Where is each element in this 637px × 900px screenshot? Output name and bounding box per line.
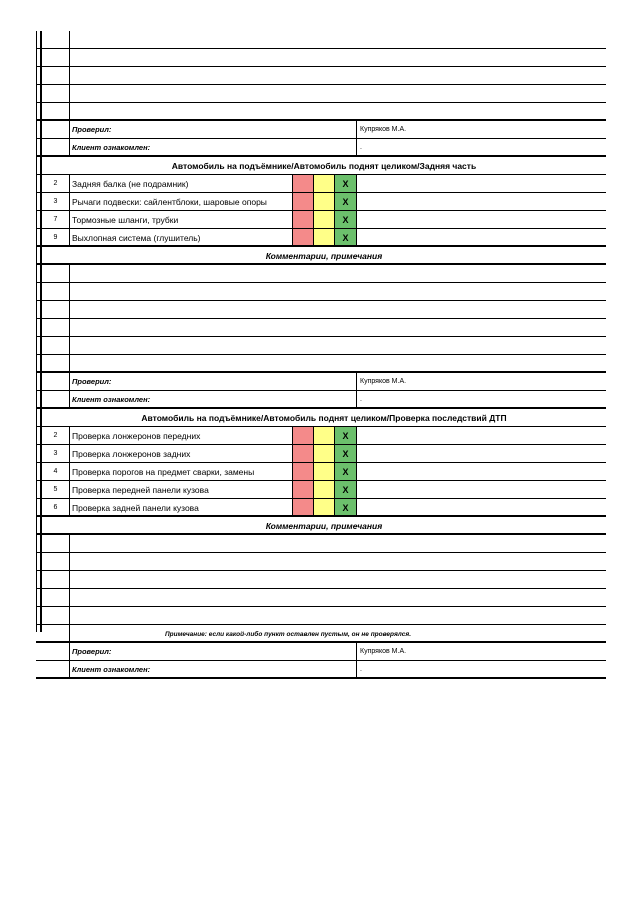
status-red-cell[interactable] xyxy=(293,211,314,228)
client-acknowledged-value: . xyxy=(360,666,362,673)
item-number: 6 xyxy=(42,499,70,515)
checked-by-value: Купряков М.А. xyxy=(360,126,407,133)
status-yellow-cell[interactable] xyxy=(314,463,335,480)
checklist-row xyxy=(36,463,606,481)
client-acknowledged-value: . xyxy=(360,144,362,151)
checked-by-row xyxy=(36,121,606,139)
blank-row xyxy=(36,49,606,67)
comment-row[interactable] xyxy=(36,301,606,319)
blank-row xyxy=(36,85,606,103)
comment-row[interactable] xyxy=(36,553,606,571)
inspection-sheet xyxy=(36,31,606,679)
checklist-row xyxy=(36,229,606,247)
status-green-cell[interactable]: X xyxy=(335,211,357,228)
item-notes-cell[interactable] xyxy=(357,481,606,498)
status-red-cell[interactable] xyxy=(293,175,314,192)
comment-row[interactable] xyxy=(36,319,606,337)
status-yellow-cell[interactable] xyxy=(314,427,335,444)
blank-row xyxy=(36,103,606,121)
checked-by-value: Купряков М.А. xyxy=(360,378,407,385)
status-yellow-cell[interactable] xyxy=(314,175,335,192)
checklist-row xyxy=(36,427,606,445)
status-yellow-cell[interactable] xyxy=(314,229,335,245)
client-acknowledged-row xyxy=(36,391,606,409)
status-green-cell[interactable]: X xyxy=(335,445,357,462)
status-red-cell[interactable] xyxy=(293,229,314,245)
section-title: Автомобиль на подъёмнике/Автомобиль поднят целиком/Проверка последствий ДТП xyxy=(141,413,507,423)
blank-row xyxy=(36,31,606,49)
status-green-cell[interactable]: X xyxy=(335,427,357,444)
checklist-row xyxy=(36,499,606,517)
item-notes-cell[interactable] xyxy=(357,445,606,462)
client-acknowledged-value: . xyxy=(360,396,362,403)
status-yellow-cell[interactable] xyxy=(314,211,335,228)
item-text: Выхлопная система (глушитель) xyxy=(70,229,293,245)
status-yellow-cell[interactable] xyxy=(314,499,335,515)
item-text: Задняя балка (не подрамник) xyxy=(70,175,293,192)
section-title-row xyxy=(36,157,606,175)
checklist-row xyxy=(36,193,606,211)
item-notes-cell[interactable] xyxy=(357,193,606,210)
comment-row[interactable] xyxy=(36,571,606,589)
comment-row[interactable] xyxy=(36,337,606,355)
checked-by-row xyxy=(36,373,606,391)
item-text: Проверка лонжеронов задних xyxy=(70,445,293,462)
status-green-cell[interactable]: X xyxy=(335,499,357,515)
status-green-cell[interactable]: X xyxy=(335,175,357,192)
checked-by-row xyxy=(36,643,606,661)
item-text: Проверка лонжеронов передних xyxy=(70,427,293,444)
status-red-cell[interactable] xyxy=(293,445,314,462)
checklist-row xyxy=(36,211,606,229)
status-red-cell[interactable] xyxy=(293,193,314,210)
item-notes-cell[interactable] xyxy=(357,229,606,245)
item-text: Проверка порогов на предмет сварки, замены xyxy=(70,463,293,480)
comments-title-row xyxy=(36,247,606,265)
checklist-row xyxy=(36,481,606,499)
comment-row[interactable] xyxy=(36,607,606,625)
checked-by-label: Проверил: xyxy=(70,643,357,660)
status-green-cell[interactable]: X xyxy=(335,193,357,210)
comment-row[interactable] xyxy=(36,355,606,373)
status-green-cell[interactable]: X xyxy=(335,463,357,480)
item-number: 2 xyxy=(42,175,70,192)
checked-by-label: Проверил: xyxy=(70,373,357,390)
client-acknowledged-label: Клиент ознакомлен: xyxy=(70,139,357,155)
status-yellow-cell[interactable] xyxy=(314,445,335,462)
item-text: Рычаги подвески: сайлентблоки, шаровые опоры xyxy=(70,193,293,210)
item-number: 3 xyxy=(42,193,70,210)
item-notes-cell[interactable] xyxy=(357,499,606,515)
item-number: 5 xyxy=(42,481,70,498)
section-title-row xyxy=(36,409,606,427)
item-notes-cell[interactable] xyxy=(357,175,606,192)
item-number: 9 xyxy=(42,229,70,245)
status-red-cell[interactable] xyxy=(293,427,314,444)
checklist-row xyxy=(36,445,606,463)
section-title: Автомобиль на подъёмнике/Автомобиль поднят целиком/Задняя часть xyxy=(171,161,477,171)
status-yellow-cell[interactable] xyxy=(314,193,335,210)
status-yellow-cell[interactable] xyxy=(314,481,335,498)
item-number: 3 xyxy=(42,445,70,462)
checked-by-value: Купряков М.А. xyxy=(360,648,407,655)
item-number: 2 xyxy=(42,427,70,444)
blank-row xyxy=(36,67,606,85)
comment-row[interactable] xyxy=(36,589,606,607)
comments-title-row xyxy=(36,517,606,535)
item-text: Проверка задней панели кузова xyxy=(70,499,293,515)
comments-title: Комментарии, примечания xyxy=(265,251,383,261)
status-red-cell[interactable] xyxy=(293,463,314,480)
item-notes-cell[interactable] xyxy=(357,211,606,228)
status-green-cell[interactable]: X xyxy=(335,481,357,498)
status-red-cell[interactable] xyxy=(293,499,314,515)
item-number: 4 xyxy=(42,463,70,480)
checked-by-label: Проверил: xyxy=(70,121,357,138)
comments-title: Комментарии, примечания xyxy=(265,521,383,531)
comment-row[interactable] xyxy=(36,265,606,283)
client-acknowledged-row xyxy=(36,139,606,157)
client-acknowledged-row xyxy=(36,661,606,679)
item-text: Тормозные шланги, трубки xyxy=(70,211,293,228)
footnote: Примечание: если какой-либо пункт оставлен пустым, он не проверялся. xyxy=(165,631,411,638)
status-red-cell[interactable] xyxy=(293,481,314,498)
item-notes-cell[interactable] xyxy=(357,463,606,480)
item-text: Проверка передней панели кузова xyxy=(70,481,293,498)
client-acknowledged-label: Клиент ознакомлен: xyxy=(70,661,357,677)
item-number: 7 xyxy=(42,211,70,228)
checklist-row xyxy=(36,175,606,193)
comment-row[interactable] xyxy=(36,283,606,301)
client-acknowledged-label: Клиент ознакомлен: xyxy=(70,391,357,407)
status-green-cell[interactable]: X xyxy=(335,229,357,245)
item-notes-cell[interactable] xyxy=(357,427,606,444)
comment-row[interactable] xyxy=(36,535,606,553)
